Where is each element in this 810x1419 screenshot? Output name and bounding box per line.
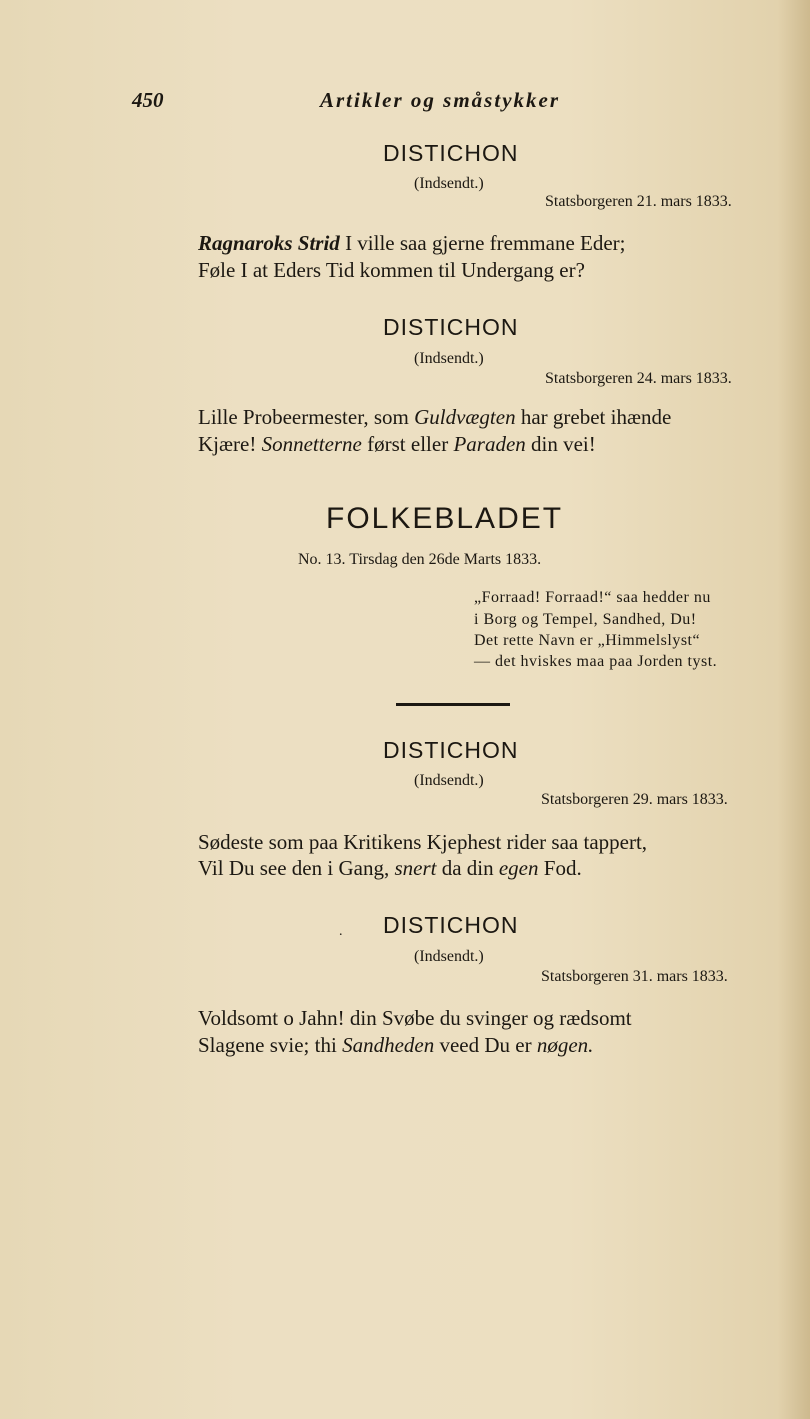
section-1-source: Statsborgeren 21. mars 1833. [545,193,732,210]
section-3-subheading: No. 13. Tirsdag den 26de Marts 1833. [298,551,542,568]
section-5-line-2: Slagene svie; thi Sandheden veed Du er nøgen. [198,1033,594,1057]
emphasis: Sonnetterne [261,432,362,456]
section-2-heading: DISTICHON [383,314,519,340]
section-1-line-2: Føle I at Eders Tid kommen til Undergang er? [198,258,585,282]
section-1-line-1: Ragnaroks Strid I ville saa gjerne fremmane Eder; [198,231,626,255]
section-1-subheading: (Indsendt.) [414,175,484,192]
section-1-heading: DISTICHON [383,140,519,166]
emphasis: Ragnaroks Strid [198,231,340,255]
section-divider [396,703,510,706]
section-5-subheading: (Indsendt.) [414,948,484,965]
section-4-line-1: Sødeste som paa Kritikens Kjephest rider saa tappert, [198,830,648,854]
poem-line-3: Det rette Navn er „Himmelslyst“ [474,632,701,649]
section-2-line-1: Lille Probeermester, som Guldvægten har grebet ihænde [198,405,672,429]
section-4-subheading: (Indsendt.) [414,772,484,789]
section-3-heading: FOLKEBLADET [326,502,564,535]
section-5-heading: DISTICHON [383,912,519,938]
poem-line-1: „Forraad! Forraad!“ saa hedder nu [474,589,711,606]
emphasis: snert [394,856,437,880]
section-5-line-1: Voldsomt o Jahn! din Svøbe du svinger og rædsomt [198,1006,632,1030]
emphasis: egen [498,856,539,880]
emphasis: Paraden [453,432,526,456]
page-number: 450 [132,88,164,112]
emphasis: nøgen. [536,1033,594,1057]
section-4-source: Statsborgeren 29. mars 1833. [541,791,728,808]
section-4-heading: DISTICHON [383,737,519,763]
stray-mark: . [339,924,343,939]
poem-line-4: — det hviskes maa paa Jorden tyst. [474,653,718,670]
section-2-line-2: Kjære! Sonnetterne først eller Paraden din vei! [198,432,596,456]
running-title: Artikler og småstykker [320,88,561,112]
section-2-source: Statsborgeren 24. mars 1833. [545,370,732,387]
section-5-source: Statsborgeren 31. mars 1833. [541,968,728,985]
section-4-line-2: Vil Du see den i Gang, snert da din egen Fod. [198,856,582,880]
emphasis: Guldvægten [414,405,516,429]
section-2-subheading: (Indsendt.) [414,350,484,367]
poem-line-2: i Borg og Tempel, Sandhed, Du! [474,611,697,628]
emphasis: Sandheden [342,1033,435,1057]
